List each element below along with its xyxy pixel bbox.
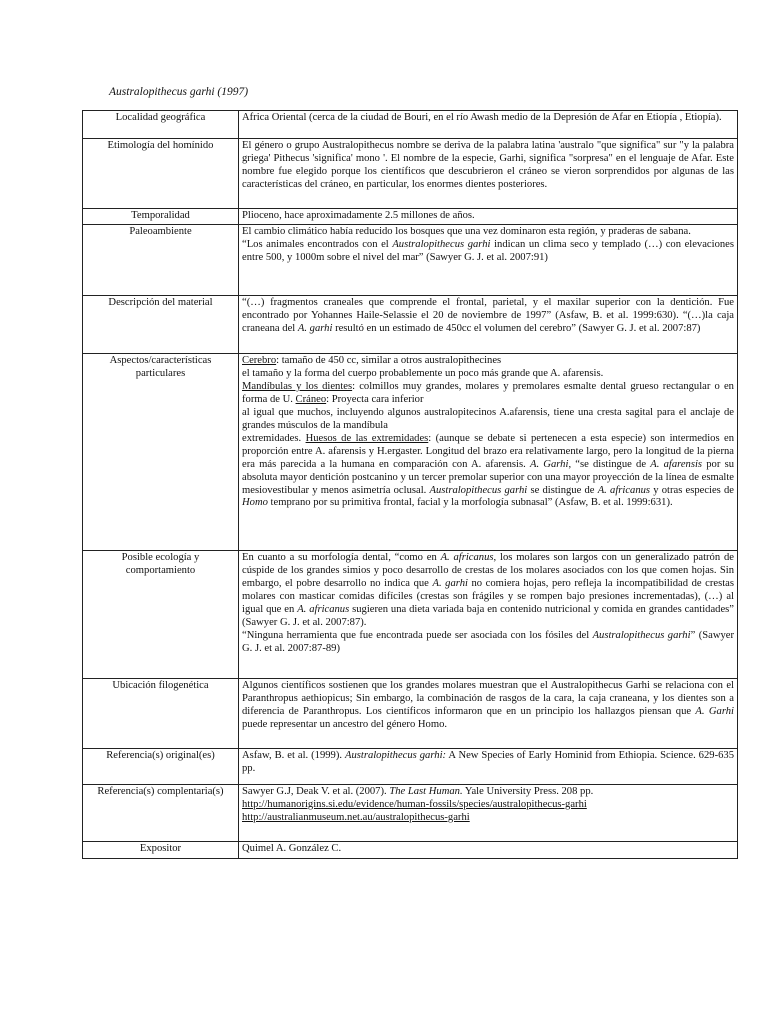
row-value: Algunos científicos sostienen que los grandes molares muestran que el Australopithecus Garhi se relaciona con el Paranthropus aethiopicus; Sin embargo, la combinación de rasgos de la cara, la caja craneana, y los dientes son a diferencia de Paranthropus. Los científicos informaron que en un principio los hallazgos piensan que A. Garhi puede representar un ancestro del género Homo.	[239, 679, 738, 749]
row-value: Sawyer G.J, Deak V. et al. (2007). The Last Human. Yale University Press. 208 pp. http://humanorigins.si.edu/evidence/human-fossils/species/australopithecus-garhi http://australianmuseum.net.au/australopithecus-garhi	[239, 785, 738, 842]
row-label: Referencia(s) original(es)	[83, 749, 239, 785]
row-label: Posible ecología y comportamiento	[83, 551, 239, 679]
row-label: Temporalidad	[83, 209, 239, 225]
table-row	[83, 225, 738, 296]
table-row	[83, 785, 738, 842]
row-label: Etimología del homínido	[83, 139, 239, 209]
row-value: Asfaw, B. et al. (1999). Australopithecus garhi: A New Species of Early Hominid from Ethiopia. Science. 629-635 pp.	[239, 749, 738, 785]
row-value: En cuanto a su morfología dental, “como en A. africanus, los molares son largos con un generalizado patrón de cúspide de los grandes simios y poco desarrollo de crestas de los molares asociados con los que comen hojas. Sin embargo, el pobre desarrollo no indica que A. garhi no comiera hojas, pero refleja la incompatibilidad de crestas molares con masticar comidas difíciles (crestas son frágiles y se rompen bajo presiones incrementadas), (…) al igual que en A. africanus sugieren una dieta variada baja en contenido nutricional y comida en grandes cantidades” (Sawyer G. J. et al. 2007:87). “Ninguna herramienta que fue encontrada puede ser asociada con los fósiles del Australopithecus garhi” (Sawyer G. J. et al. 2007:87-89)	[239, 551, 738, 679]
row-label: Paleoambiente	[83, 225, 239, 296]
row-value: Cerebro: tamaño de 450 cc, similar a otros australopithecines el tamaño y la forma del cuerpo probablemente un poco más grande que A. afarensis. Mandíbulas y los dientes: colmillos muy grandes, molares y premolares esmalte dental grueso rectangular o en forma de U. Cráneo: Proyecta cara inferior al igual que muchos, incluyendo algunos australopitecinos A.afarensis, tiene una cresta sagital para el anclaje de grandes músculos de la mandíbula extremidades. Huesos de las extremidades: (aunque se debate si pertenecen a esta especie) son intermedios en proporción entre A. afarensis y H.ergaster. Longitud del brazo era relativamente largo, pero la longitud de la pierna era más parecida a la humana en comparación con A. afarensis. A. Garhi, “se distingue de A. afarensis por su absoluta mayor dentición postcanino y un tercer premolar superior con una mayor proyección de la línea de esmalte mesiovestibular y menos asimetría oclusal. Australopithecus garhi se distingue de A. africanus y otras especies de Homo temprano por su primitiva frontal, facial y la morfología subnasal” (Asfaw, B. et al. 1999:631).	[239, 354, 738, 551]
table-row	[83, 111, 738, 139]
document-title: Australopithecus garhi (1997)	[109, 86, 249, 98]
row-label: Expositor	[83, 842, 239, 859]
row-label: Referencia(s) complentaria(s)	[83, 785, 239, 842]
table-row	[83, 354, 738, 551]
reference-link[interactable]: http://australianmuseum.net.au/australopithecus-garhi	[242, 811, 470, 823]
table-row	[83, 679, 738, 749]
table-row	[83, 551, 738, 679]
table-row	[83, 842, 738, 859]
row-label: Descripción del material	[83, 296, 239, 354]
table-row	[83, 296, 738, 354]
species-table	[82, 110, 738, 859]
row-value	[239, 225, 738, 296]
row-value: El género o grupo Australopithecus nombre se deriva de la palabra latina 'australo "que significa" sur "y la palabra griega' Pithecus 'significa' mono '. El nombre de la especie, Garhi, significa "sorpresa" en el lenguaje de Afar. Este nombre fue elegido porque los científicos que descubrieron el cráneo se vieron sorprendidos por algunas de las características del cráneo, en particular, los enormes dientes posteriores.	[239, 139, 738, 209]
row-value: Quimel A. González C.	[239, 842, 738, 859]
paleo-paragraph-2: “Los animales encontrados con el Australopithecus garhi indican un clima seco y templado (…) con elevaciones entre 500, y 1000m sobre el nivel del mar” (Sawyer G. J. et al. 2007:91)	[242, 238, 734, 263]
row-value: Africa Oriental (cerca de la ciudad de Bouri, en el río Awash medio de la Depresión de Afar en Etiopía , Etiopía).	[239, 111, 738, 139]
paleo-paragraph-1: El cambio climático había reducido los bosques que una vez dominaron esta región, y praderas de sabana.	[242, 226, 691, 237]
table-row	[83, 749, 738, 785]
row-value: “(…) fragmentos craneales que comprende el frontal, parietal, y el maxilar superior con la dentición. Fue encontrado por Yohannes Haile-Selassie el 20 de noviembre de 1997” (Asfaw, B. et al. 1999:630). “(…)la caja craneana del A. garhi resultó en un estimado de 450cc el volumen del cerebro” (Sawyer G. J. et al. 2007:87)	[239, 296, 738, 354]
row-label: Aspectos/características particulares	[83, 354, 239, 551]
row-label: Localidad geográfica	[83, 111, 239, 139]
row-label: Ubicación filogenética	[83, 679, 239, 749]
table-row	[83, 139, 738, 209]
row-value: Plioceno, hace aproximadamente 2.5 millones de años.	[239, 209, 738, 225]
reference-link[interactable]: http://humanorigins.si.edu/evidence/human-fossils/species/australopithecus-garhi	[242, 798, 587, 810]
table-row	[83, 209, 738, 225]
